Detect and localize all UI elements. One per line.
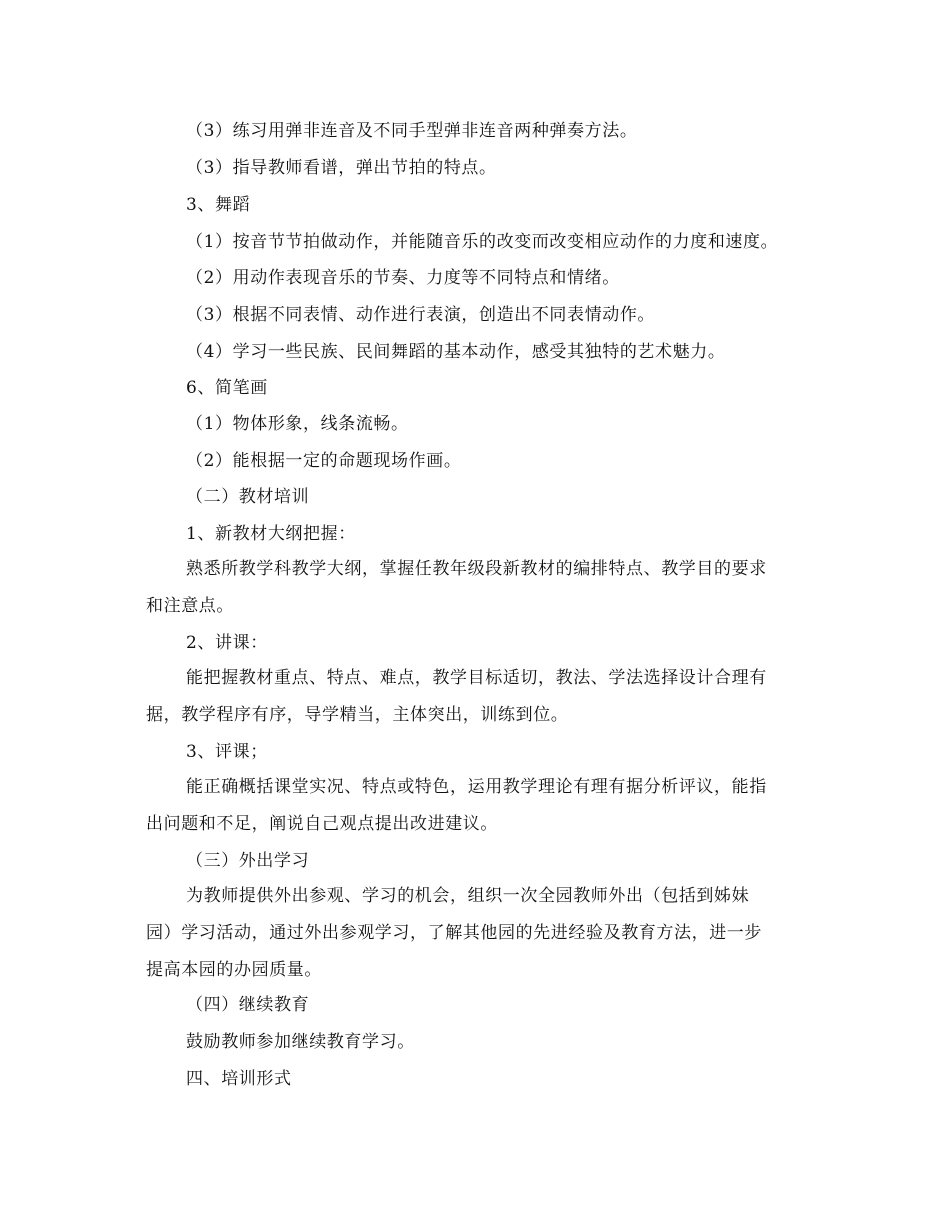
text-line: 熟悉所教学科教学大纲，掌握任教年级段新教材的编排特点、教学目的要求 — [186, 559, 767, 579]
section-heading: （四）继续教育 — [186, 995, 310, 1015]
text-line: （3）指导教师看谱，弹出节拍的特点。 — [186, 158, 497, 178]
text-line: （1）物体形象，线条流畅。 — [186, 414, 409, 434]
text-line: 提高本园的办园质量。 — [146, 960, 322, 980]
text-line: （3）根据不同表情、动作进行表演，创造出不同表情动作。 — [186, 305, 656, 325]
text-line: 据，教学程序有序，导学精当，主体突出，训练到位。 — [146, 705, 569, 725]
section-heading: 3、舞蹈 — [186, 195, 251, 215]
text-line: 鼓励教师参加继续教育学习。 — [186, 1032, 415, 1052]
text-line: 能正确概括课堂实况、特点或特色，运用教学理论有理有据分析评议，能指 — [186, 777, 767, 797]
section-heading: 1、新教材大纲把握： — [186, 524, 356, 544]
section-heading: （二）教材培训 — [186, 487, 310, 507]
section-heading: 2、讲课： — [186, 633, 268, 653]
text-line: 为教师提供外出参观、学习的机会，组织一次全园教师外出（包括到姊妹 — [186, 886, 750, 906]
text-line: 能把握教材重点、特点、难点，教学目标适切，教法、学法选择设计合理有 — [186, 668, 767, 688]
text-line: （3）练习用弹非连音及不同手型弹非连音两种弹奏方法。 — [186, 121, 638, 141]
text-line: 园）学习活动，通过外出参观学习，了解其他园的先进经验及教育方法，进一步 — [146, 923, 762, 943]
text-line: 和注意点。 — [146, 596, 234, 616]
section-heading: 四、培训形式 — [186, 1069, 292, 1089]
text-line: 出问题和不足，阐说自己观点提出改进建议。 — [146, 814, 498, 834]
text-line: （2）能根据一定的命题现场作画。 — [186, 451, 462, 471]
text-line: （1）按音节节拍做动作，并能随音乐的改变而改变相应动作的力度和速度。 — [186, 232, 779, 252]
section-heading: 6、简笔画 — [186, 378, 268, 398]
section-heading: 3、评课； — [186, 742, 268, 762]
text-line: （4）学习一些民族、民间舞蹈的基本动作，感受其独特的艺术魅力。 — [186, 342, 726, 362]
text-line: （2）用动作表现音乐的节奏、力度等不同特点和情绪。 — [186, 268, 620, 288]
section-heading: （三）外出学习 — [186, 851, 310, 871]
